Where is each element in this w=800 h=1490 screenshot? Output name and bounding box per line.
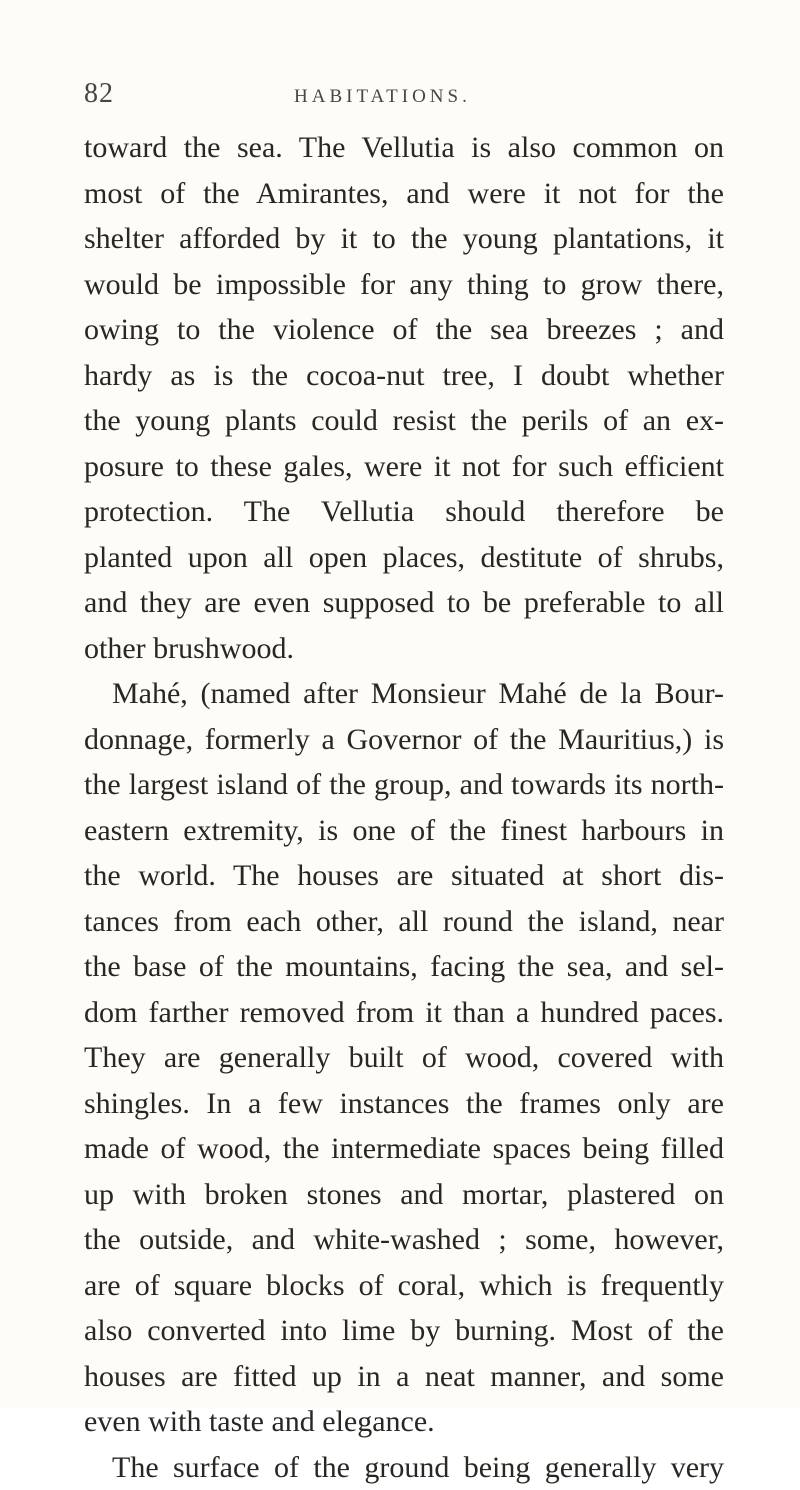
text-line: eastern extremity, is one of the finest harbours in <box>84 808 724 854</box>
text-line: made of wood, the intermediate spaces being filled <box>84 1126 724 1172</box>
running-head <box>84 78 716 112</box>
text-line: posure to these gales, were it not for such efficient <box>84 444 724 490</box>
text-line: Mahé, (named after Monsieur Mahé de la Bour- <box>84 671 724 717</box>
text-line: They are generally built of wood, covered with <box>84 1035 724 1081</box>
text-line: The surface of the ground being generally very <box>84 1445 724 1490</box>
text-line: hardy as is the cocoa-nut tree, I doubt whether <box>84 353 724 399</box>
page-number: 82 <box>84 78 114 110</box>
text-line: protection. The Vellutia should therefore be <box>84 489 724 535</box>
text-line: the outside, and white-washed ; some, however, <box>84 1217 724 1263</box>
text-line: the base of the mountains, facing the sea, and sel- <box>84 944 724 990</box>
text-line: donnage, formerly a Governor of the Mauritius,) is <box>84 717 724 763</box>
running-title: HABITATIONS. <box>294 86 471 108</box>
text-line: the young plants could resist the perils of an ex- <box>84 398 724 444</box>
text-line: shelter afforded by it to the young plantations, it <box>84 216 724 262</box>
text-line: the world. The houses are situated at short dis- <box>84 853 724 899</box>
text-line: and they are even supposed to be preferable to all <box>84 580 724 626</box>
body-text <box>84 125 724 1490</box>
text-line: are of square blocks of coral, which is frequently <box>84 1263 724 1309</box>
text-line: also converted into lime by burning. Most of the <box>84 1308 724 1354</box>
text-line: shingles. In a few instances the frames only are <box>84 1081 724 1127</box>
text-line: dom farther removed from it than a hundred paces. <box>84 990 724 1036</box>
text-line: houses are fitted up in a neat manner, and some <box>84 1354 724 1400</box>
text-line: the largest island of the group, and towards its north- <box>84 762 724 808</box>
text-line: most of the Amirantes, and were it not for the <box>84 171 724 217</box>
text-line: up with broken stones and mortar, plastered on <box>84 1172 724 1218</box>
text-line: other brushwood. <box>84 626 724 672</box>
text-line: tances from each other, all round the island, near <box>84 899 724 945</box>
text-line: even with taste and elegance. <box>84 1399 724 1445</box>
text-line: owing to the violence of the sea breezes ; and <box>84 307 724 353</box>
text-line: planted upon all open places, destitute of shrubs, <box>84 535 724 581</box>
text-line: would be impossible for any thing to grow there, <box>84 262 724 308</box>
text-line: toward the sea. The Vellutia is also common on <box>84 125 724 171</box>
